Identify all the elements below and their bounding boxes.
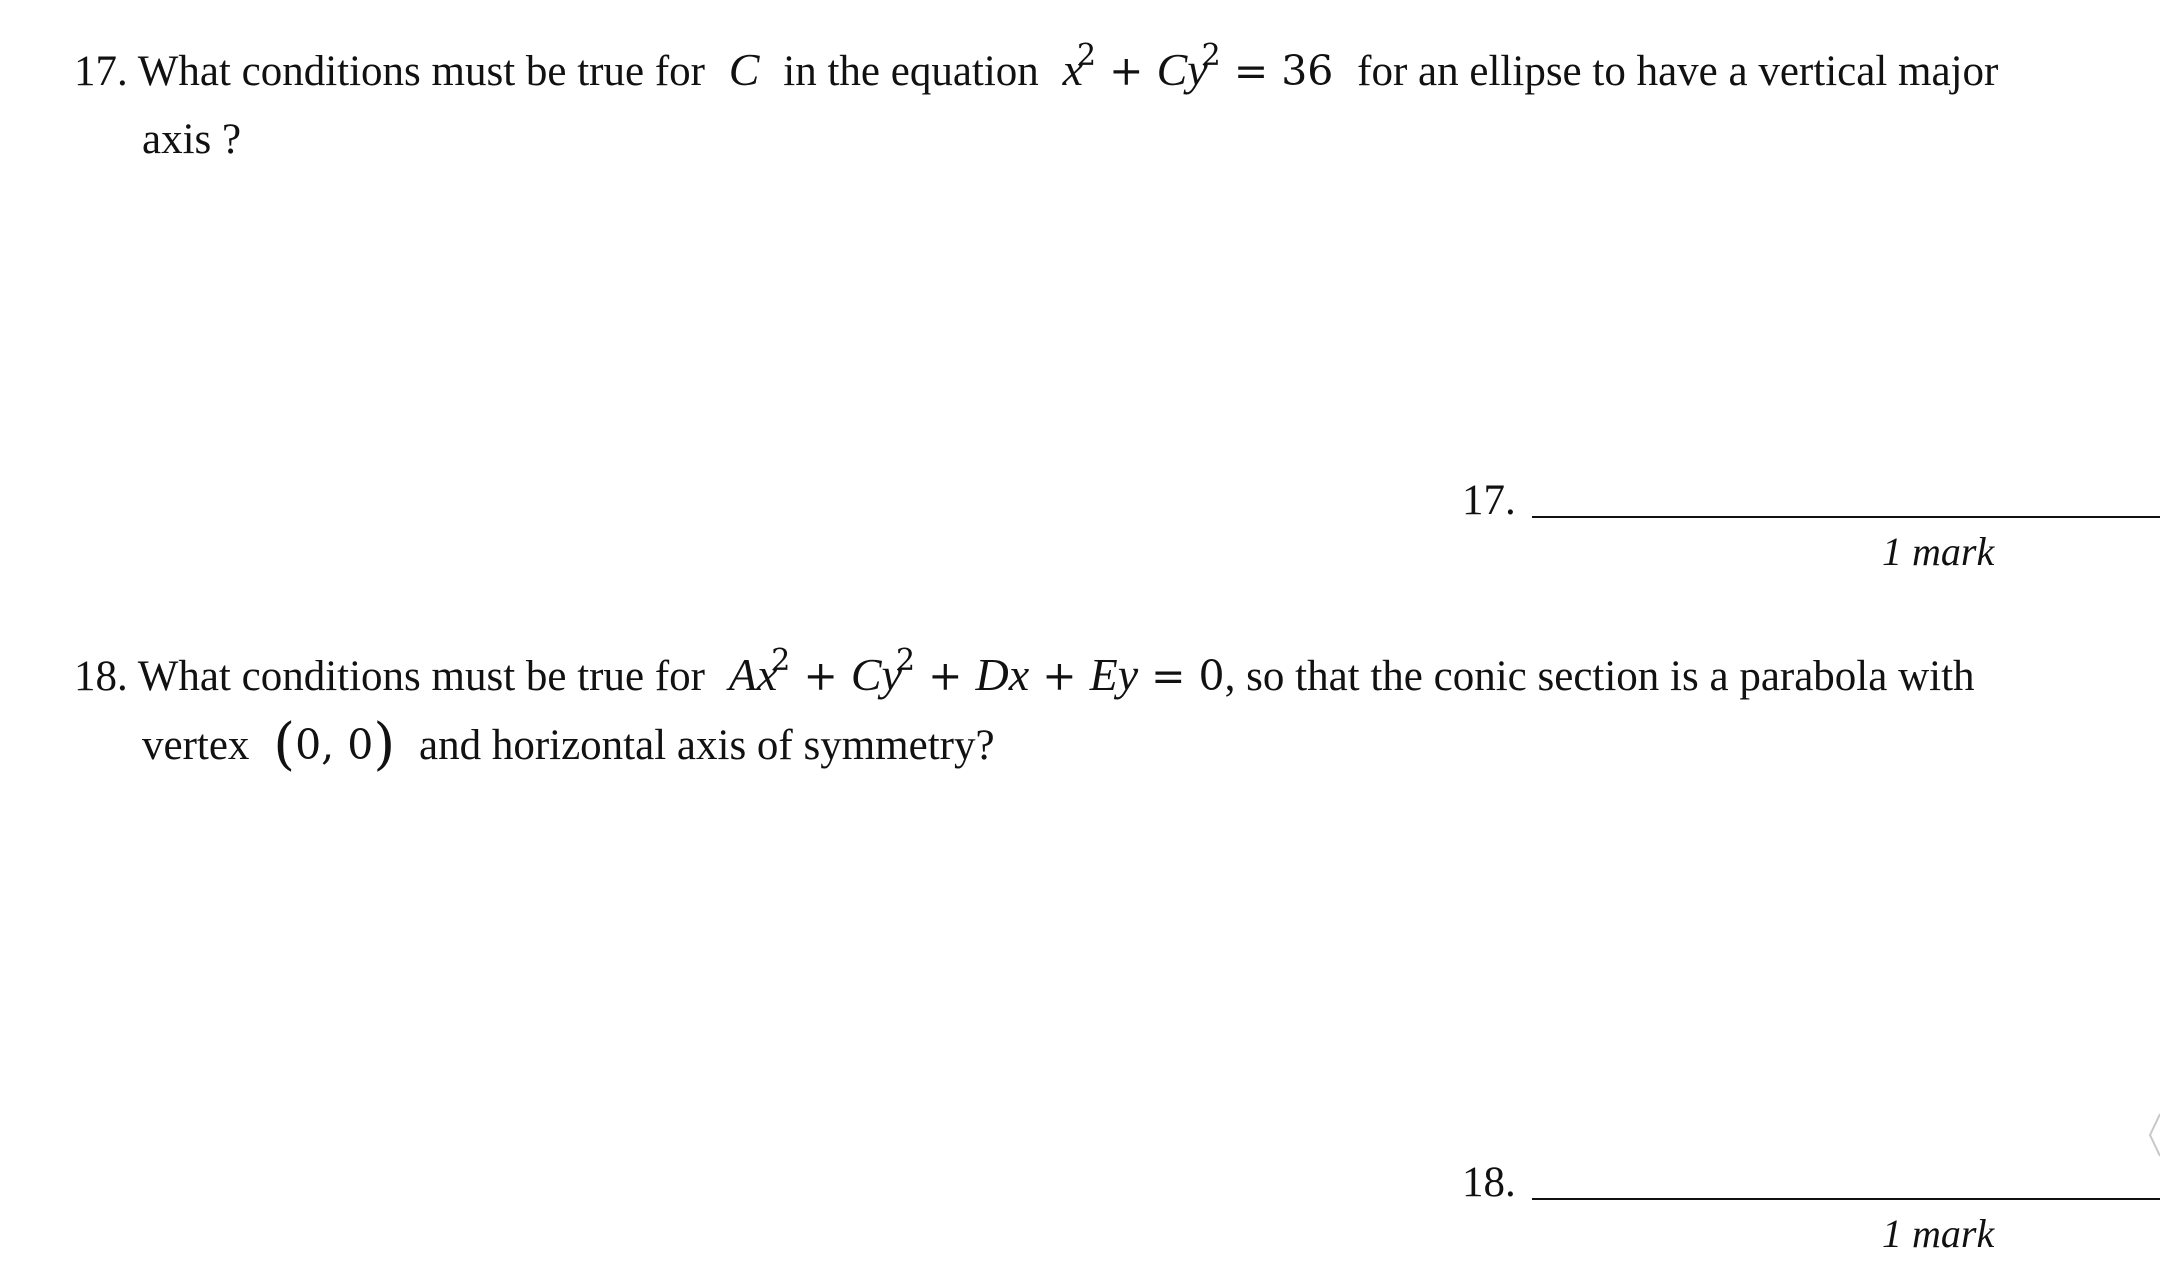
eq-operator: +: [803, 652, 838, 700]
question-text: axis ?: [142, 116, 242, 163]
paren-close: ): [373, 712, 396, 777]
eq-term-dx: Dx: [975, 649, 1030, 700]
answer-line[interactable]: [1532, 516, 2160, 518]
question-number: 18.: [74, 653, 128, 700]
vertex-value: 0, 0: [295, 721, 374, 769]
eq-term-ey: Ey: [1089, 649, 1139, 700]
eq-operator: +: [1042, 652, 1077, 700]
eq-var-y: y: [881, 649, 902, 700]
eq-var-c: C: [850, 649, 882, 700]
question-text: What conditions must be true for: [137, 48, 705, 95]
question-17: [74, 36, 2114, 174]
equation: [716, 643, 1225, 700]
equation: [1050, 38, 1347, 95]
mark-value: 1 mark: [1882, 1211, 1995, 1256]
page-edge-chevron-icon: [2146, 1112, 2160, 1158]
eq-rhs: = 36: [1233, 47, 1334, 95]
eq-var-c: C: [1156, 44, 1188, 95]
eq-operator: +: [928, 652, 963, 700]
eq-var-y: y: [1187, 44, 1208, 95]
question-18: [74, 641, 2114, 780]
vertex-point: [260, 712, 408, 777]
eq-rhs: = 0: [1151, 652, 1225, 700]
question-number: 17.: [74, 48, 128, 95]
answer-line[interactable]: [1532, 1198, 2160, 1200]
question-18-line-2: [74, 711, 2114, 780]
mark-value: 1 mark: [1882, 529, 1995, 574]
question-text: What conditions must be true for: [137, 653, 705, 700]
question-text: in the equation: [783, 48, 1039, 95]
eq-exponent: 2: [895, 643, 916, 678]
eq-var-a: A: [728, 649, 757, 700]
question-text: and horizontal axis of symmetry?: [419, 722, 995, 769]
eq-exponent: 2: [771, 643, 791, 678]
eq-exponent: 2: [1201, 38, 1221, 73]
eq-operator: +: [1109, 47, 1144, 95]
question-text: , so that the conic section is a parabola with: [1224, 653, 1975, 700]
question-17-line-2: [74, 106, 2114, 174]
math-variable-c: C: [728, 44, 760, 95]
question-text: for an ellipse to have a vertical major: [1357, 48, 1999, 95]
answer-label: 18.: [1462, 1159, 1516, 1206]
question-text: vertex: [142, 722, 250, 769]
answer-label: 17.: [1462, 477, 1516, 524]
eq-exponent: 2: [1077, 38, 1097, 73]
eq-var-x: x: [756, 649, 778, 700]
eq-var-x: x: [1062, 44, 1084, 95]
paren-open: (: [273, 712, 296, 777]
question-17-line-1: [74, 36, 2114, 106]
question-18-line-1: [74, 641, 2114, 711]
